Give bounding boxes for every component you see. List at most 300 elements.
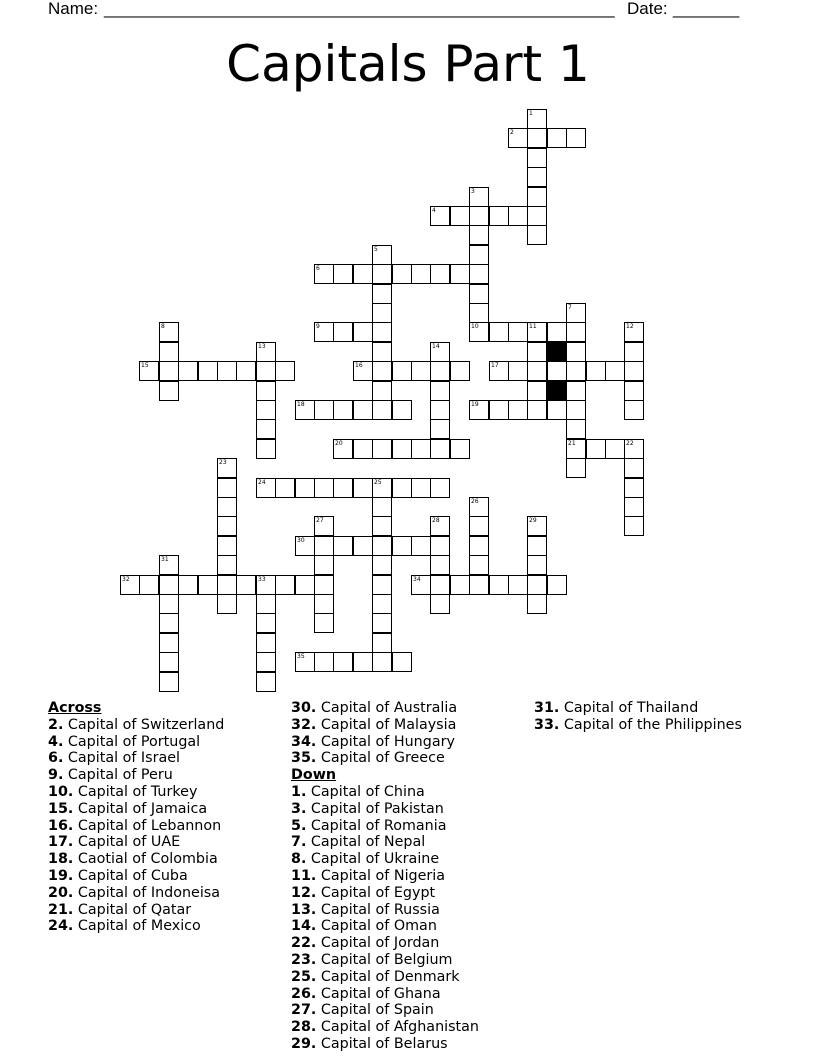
clue-item-number: 18.: [48, 851, 74, 868]
grid-cell[interactable]: [353, 652, 373, 672]
clue-item-text: Capital of Switzerland: [63, 716, 225, 733]
grid-cell[interactable]: [314, 478, 334, 498]
grid-cell[interactable]: [469, 245, 489, 265]
grid-cell[interactable]: [489, 361, 509, 381]
grid-cell[interactable]: [295, 652, 315, 672]
grid-cell[interactable]: [314, 536, 334, 556]
grid-cell[interactable]: [217, 361, 237, 381]
grid-cell[interactable]: [547, 128, 567, 148]
grid-cell[interactable]: [527, 167, 547, 187]
grid-cell[interactable]: [547, 361, 567, 381]
grid-cell[interactable]: [527, 575, 547, 595]
grid-cell[interactable]: [586, 361, 606, 381]
clue-item-number: 1.: [291, 783, 307, 800]
grid-cell[interactable]: [353, 478, 373, 498]
grid-cell[interactable]: [314, 652, 334, 672]
grid-cell[interactable]: [469, 187, 489, 207]
clue-item-text: Capital of Portugal: [63, 733, 201, 750]
clue-number: 8: [161, 323, 165, 330]
clue-item-number: 7.: [291, 834, 307, 851]
grid-cell[interactable]: [430, 264, 450, 284]
grid-cell[interactable]: [469, 516, 489, 536]
grid-cell[interactable]: [372, 245, 392, 265]
grid-cell[interactable]: [120, 575, 140, 595]
clue-number: 22: [626, 440, 634, 447]
grid-cell[interactable]: [508, 400, 528, 420]
grid-cell[interactable]: [469, 303, 489, 323]
clue-number: 28: [432, 517, 440, 524]
grid-cell[interactable]: [392, 439, 412, 459]
grid-cell[interactable]: [372, 381, 392, 401]
clue-number: 31: [161, 556, 169, 563]
grid-cell[interactable]: [566, 303, 586, 323]
grid-cell[interactable]: [159, 381, 179, 401]
grid-cell[interactable]: [392, 652, 412, 672]
grid-cell[interactable]: [566, 342, 586, 362]
clue-item-number: 14.: [291, 918, 317, 935]
grid-cell[interactable]: [256, 633, 276, 653]
grid-cell[interactable]: [295, 575, 315, 595]
grid-cell[interactable]: [217, 497, 237, 517]
clue-number: 34: [413, 576, 421, 583]
grid-cell[interactable]: [159, 594, 179, 614]
clue-item-text: Capital of Ghana: [316, 985, 441, 1002]
grid-cell[interactable]: [159, 652, 179, 672]
clue-item-number: 29.: [291, 1035, 317, 1052]
clue-number: 35: [297, 653, 305, 660]
grid-cell[interactable]: [256, 381, 276, 401]
grid-cell[interactable]: [430, 478, 450, 498]
clue-item-text: Capital of Hungary: [316, 733, 455, 750]
grid-cell[interactable]: [256, 478, 276, 498]
grid-cell[interactable]: [314, 516, 334, 536]
grid-cell[interactable]: [275, 575, 295, 595]
grid-cell[interactable]: [430, 594, 450, 614]
clue-item-number: 20.: [48, 884, 74, 901]
grid-cell[interactable]: [527, 555, 547, 575]
grid-cell[interactable]: [566, 361, 586, 381]
grid-cell[interactable]: [430, 342, 450, 362]
clue-item-text: Capital of Turkey: [73, 783, 198, 800]
grid-cell[interactable]: [566, 128, 586, 148]
grid-cell[interactable]: [566, 419, 586, 439]
clue-number: 18: [297, 401, 305, 408]
grid-cell[interactable]: [217, 458, 237, 478]
grid-cell[interactable]: [469, 575, 489, 595]
clue-item: [48, 818, 224, 835]
clue-item: [48, 734, 224, 751]
clue-item-text: Capital of Spain: [316, 1002, 434, 1019]
grid-cell[interactable]: [411, 439, 431, 459]
grid-cell[interactable]: [314, 264, 334, 284]
clue-item-text: Capital of Cuba: [73, 867, 188, 884]
grid-cell[interactable]: [256, 400, 276, 420]
grid-cell[interactable]: [624, 400, 644, 420]
grid-cell[interactable]: [624, 516, 644, 536]
grid-cell[interactable]: [353, 439, 373, 459]
clue-item: [291, 1002, 479, 1019]
grid-cell[interactable]: [508, 322, 528, 342]
clue-item-number: 12.: [291, 884, 317, 901]
grid-cell[interactable]: [527, 516, 547, 536]
grid-cell[interactable]: [411, 478, 431, 498]
grid-cell[interactable]: [217, 555, 237, 575]
grid-cell[interactable]: [469, 322, 489, 342]
grid-cell[interactable]: [624, 497, 644, 517]
grid-cell[interactable]: [527, 381, 547, 401]
grid-cell[interactable]: [275, 361, 295, 381]
grid-cell[interactable]: [159, 633, 179, 653]
grid-cell[interactable]: [605, 361, 625, 381]
grid-cell[interactable]: [372, 575, 392, 595]
grid-cell[interactable]: [372, 303, 392, 323]
grid-cell[interactable]: [469, 555, 489, 575]
grid-cell[interactable]: [469, 536, 489, 556]
grid-cell[interactable]: [527, 148, 547, 168]
clue-item-number: 11.: [291, 867, 317, 884]
grid-cell[interactable]: [566, 381, 586, 401]
grid-cell[interactable]: [217, 478, 237, 498]
grid-cell[interactable]: [372, 400, 392, 420]
grid-cell[interactable]: [430, 516, 450, 536]
grid-cell[interactable]: [547, 575, 567, 595]
grid-cell[interactable]: [333, 400, 353, 420]
grid-cell[interactable]: [295, 400, 315, 420]
grid-cell[interactable]: [430, 555, 450, 575]
grid-cell[interactable]: [508, 128, 528, 148]
grid-cell[interactable]: [469, 225, 489, 245]
grid-cell[interactable]: [372, 497, 392, 517]
clue-item: [48, 902, 224, 919]
grid-cell[interactable]: [256, 613, 276, 633]
grid-cell[interactable]: [353, 536, 373, 556]
grid-cell[interactable]: [256, 672, 276, 692]
clue-number: 3: [471, 188, 475, 195]
clue-item: [291, 969, 479, 986]
clue-item-number: 34.: [291, 733, 317, 750]
grid-cell[interactable]: [527, 536, 547, 556]
grid-cell[interactable]: [411, 536, 431, 556]
puzzle-title: Capitals Part 1: [226, 35, 590, 93]
clue-column-1: [48, 700, 224, 935]
grid-cell[interactable]: [314, 400, 334, 420]
grid-cell[interactable]: [314, 613, 334, 633]
clue-item-number: 24.: [48, 918, 74, 935]
grid-cell[interactable]: [469, 284, 489, 304]
clue-item: [48, 834, 224, 851]
grid-cell[interactable]: [430, 381, 450, 401]
grid-cell[interactable]: [314, 322, 334, 342]
clue-item-text: Capital of Russia: [316, 901, 440, 918]
grid-cell[interactable]: [527, 187, 547, 207]
grid-cell[interactable]: [624, 322, 644, 342]
grid-cell[interactable]: [314, 555, 334, 575]
clue-item-text: Capital of Denmark: [316, 968, 460, 985]
clue-item-text: Capital of Qatar: [73, 901, 192, 918]
grid-cell[interactable]: [527, 206, 547, 226]
grid-cell[interactable]: [430, 400, 450, 420]
grid-cell[interactable]: [450, 439, 470, 459]
clue-item-text: Capital of Jamaica: [73, 800, 208, 817]
grid-cell[interactable]: [624, 478, 644, 498]
clue-item-number: 35.: [291, 750, 317, 767]
clue-item: [291, 918, 479, 935]
grid-cell[interactable]: [372, 633, 392, 653]
grid-cell[interactable]: [217, 536, 237, 556]
grid-cell[interactable]: [624, 458, 644, 478]
grid-cell[interactable]: [372, 555, 392, 575]
grid-cell[interactable]: [217, 594, 237, 614]
grid-cell[interactable]: [159, 672, 179, 692]
grid-cell[interactable]: [566, 322, 586, 342]
grid-cell[interactable]: [527, 225, 547, 245]
grid-cell[interactable]: [450, 264, 470, 284]
clue-item-number: 31.: [534, 700, 560, 716]
grid-cell[interactable]: [527, 361, 547, 381]
clue-item: [48, 801, 224, 818]
grid-cell[interactable]: [508, 575, 528, 595]
grid-cell[interactable]: [411, 264, 431, 284]
grid-cell[interactable]: [605, 439, 625, 459]
grid-cell[interactable]: [139, 575, 159, 595]
grid-cell[interactable]: [236, 361, 256, 381]
grid-cell[interactable]: [353, 400, 373, 420]
clue-item: [48, 851, 224, 868]
clue-number: 12: [626, 323, 634, 330]
grid-cell[interactable]: [469, 497, 489, 517]
grid-cell[interactable]: [159, 322, 179, 342]
grid-cell[interactable]: [527, 400, 547, 420]
grid-cell[interactable]: [450, 361, 470, 381]
grid-cell[interactable]: [139, 361, 159, 381]
grid-cell[interactable]: [372, 322, 392, 342]
grid-cell[interactable]: [566, 400, 586, 420]
grid-cell[interactable]: [508, 206, 528, 226]
grid-cell[interactable]: [159, 361, 179, 381]
clue-item-text: Capital of Nigeria: [316, 867, 446, 884]
clue-number: 15: [141, 362, 149, 369]
clue-number: 32: [122, 576, 130, 583]
grid-cell[interactable]: [450, 575, 470, 595]
grid-cell[interactable]: [353, 264, 373, 284]
grid-cell[interactable]: [566, 439, 586, 459]
grid-cell[interactable]: [469, 264, 489, 284]
grid-cell[interactable]: [489, 575, 509, 595]
grid-cell[interactable]: [392, 400, 412, 420]
grid-cell[interactable]: [256, 419, 276, 439]
clue-item-text: Capital of Egypt: [316, 884, 436, 901]
clue-number: 33: [258, 576, 266, 583]
grid-cell[interactable]: [372, 536, 392, 556]
clue-item-number: 27.: [291, 1002, 317, 1019]
clue-item-text: Capital of Jordan: [316, 935, 440, 952]
clue-item-number: 33.: [534, 716, 560, 733]
across-heading: Across: [48, 700, 102, 716]
grid-cell[interactable]: [295, 478, 315, 498]
grid-cell[interactable]: [392, 536, 412, 556]
clue-item-text: Capital of Mexico: [73, 918, 201, 935]
clue-item: [48, 885, 224, 902]
grid-cell[interactable]: [430, 419, 450, 439]
clue-column-2: [291, 700, 479, 1053]
clue-item: [48, 784, 224, 801]
grid-cell[interactable]: [624, 439, 644, 459]
grid-cell[interactable]: [256, 575, 276, 595]
grid-cell[interactable]: [372, 264, 392, 284]
grid-cell[interactable]: [489, 400, 509, 420]
grid-cell[interactable]: [392, 361, 412, 381]
clue-item-number: 8.: [291, 851, 307, 868]
grid-cell[interactable]: [178, 361, 198, 381]
grid-cell[interactable]: [372, 284, 392, 304]
grid-cell[interactable]: [527, 594, 547, 614]
clue-item: [48, 750, 224, 767]
grid-cell[interactable]: [547, 322, 567, 342]
grid-cell[interactable]: [547, 400, 567, 420]
grid-cell[interactable]: [159, 613, 179, 633]
clue-item: [534, 717, 742, 734]
grid-cell[interactable]: [372, 361, 392, 381]
clue-number: 5: [374, 246, 378, 253]
clue-item-number: 4.: [48, 733, 64, 750]
grid-cell[interactable]: [586, 439, 606, 459]
clue-item-text: Capital of the Philippines: [559, 716, 742, 733]
grid-cell[interactable]: [372, 594, 392, 614]
clue-item-number: 23.: [291, 951, 317, 968]
clue-item-text: Capital of Malaysia: [316, 716, 457, 733]
clue-item: [291, 986, 479, 1003]
grid-cell[interactable]: [372, 439, 392, 459]
grid-cell[interactable]: [489, 322, 509, 342]
grid-cell[interactable]: [372, 516, 392, 536]
clue-number: 17: [491, 362, 499, 369]
clue-item-text: Capital of Oman: [316, 918, 437, 935]
grid-cell[interactable]: [527, 109, 547, 129]
grid-cell[interactable]: [333, 478, 353, 498]
clue-item-number: 3.: [291, 800, 307, 817]
clue-item-text: Capital of Nepal: [306, 834, 426, 851]
name-blank-line[interactable]: ______________________________________________________: [104, 0, 615, 18]
grid-cell[interactable]: [159, 555, 179, 575]
grid-cell[interactable]: [489, 206, 509, 226]
clue-item-number: 19.: [48, 867, 74, 884]
grid-cell[interactable]: [508, 361, 528, 381]
date-label: Date:: [627, 0, 668, 18]
clue-item-number: 28.: [291, 1019, 317, 1036]
grid-cell[interactable]: [314, 594, 334, 614]
clue-item-text: Capital of Lebannon: [73, 817, 222, 834]
grid-cell[interactable]: [198, 361, 218, 381]
grid-cell[interactable]: [624, 361, 644, 381]
grid-cell[interactable]: [430, 439, 450, 459]
clue-item-text: Capital of Thailand: [559, 700, 699, 716]
grid-cell[interactable]: [275, 478, 295, 498]
grid-cell[interactable]: [333, 652, 353, 672]
name-label: Name:: [48, 0, 99, 18]
grid-cell[interactable]: [333, 536, 353, 556]
clue-item: [291, 1019, 479, 1036]
grid-cell[interactable]: [430, 575, 450, 595]
grid-cell[interactable]: [450, 206, 470, 226]
clue-item: [534, 700, 742, 717]
clue-number: 1: [529, 110, 533, 117]
clue-item: [291, 818, 479, 835]
grid-cell[interactable]: [430, 361, 450, 381]
clue-item-text: Capital of Belarus: [316, 1035, 448, 1052]
grid-cell[interactable]: [314, 575, 334, 595]
grid-cell[interactable]: [333, 439, 353, 459]
grid-cell[interactable]: [469, 206, 489, 226]
clue-item: [291, 734, 479, 751]
grid-cell[interactable]: [256, 652, 276, 672]
grid-cell[interactable]: [256, 342, 276, 362]
grid-cell[interactable]: [372, 478, 392, 498]
clue-item: [48, 918, 224, 935]
date-blank-line[interactable]: _______: [673, 0, 740, 18]
grid-cell[interactable]: [159, 575, 179, 595]
clue-item-text: Capital of Peru: [63, 767, 173, 784]
clue-number: 2: [510, 129, 514, 136]
grid-cell[interactable]: [527, 128, 547, 148]
grid-cell[interactable]: [333, 264, 353, 284]
grid-cell[interactable]: [256, 361, 276, 381]
grid-cell[interactable]: [624, 381, 644, 401]
grid-cell[interactable]: [392, 264, 412, 284]
grid-cell[interactable]: [256, 594, 276, 614]
grid-cell[interactable]: [256, 439, 276, 459]
clue-item-text: Capital of Australia: [316, 700, 458, 716]
grid-cell[interactable]: [624, 342, 644, 362]
grid-cell[interactable]: [372, 342, 392, 362]
clue-item: [291, 885, 479, 902]
clue-item-text: Capital of Romania: [306, 817, 447, 834]
clue-number: 29: [529, 517, 537, 524]
clue-item-text: Capital of UAE: [73, 834, 181, 851]
grid-cell[interactable]: [353, 361, 373, 381]
grid-cell[interactable]: [198, 575, 218, 595]
grid-cell[interactable]: [333, 322, 353, 342]
grid-cell[interactable]: [217, 516, 237, 536]
grid-cell[interactable]: [566, 458, 586, 478]
clue-number: 26: [471, 498, 479, 505]
clue-item-number: 26.: [291, 985, 317, 1002]
grid-cell[interactable]: [392, 478, 412, 498]
clue-item-number: 30.: [291, 700, 317, 716]
grid-cell[interactable]: [411, 575, 431, 595]
clue-item: [291, 902, 479, 919]
grid-cell[interactable]: [527, 342, 547, 362]
grid-cell[interactable]: [469, 400, 489, 420]
grid-cell[interactable]: [217, 575, 237, 595]
grid-cell[interactable]: [178, 575, 198, 595]
clue-item: [291, 952, 479, 969]
clue-item-number: 17.: [48, 834, 74, 851]
grid-cell[interactable]: [353, 322, 373, 342]
grid-cell[interactable]: [411, 361, 431, 381]
grid-cell[interactable]: [430, 206, 450, 226]
grid-cell[interactable]: [236, 575, 256, 595]
black-square: [547, 381, 567, 401]
grid-cell[interactable]: [372, 652, 392, 672]
down-heading: Down: [291, 767, 337, 784]
grid-cell[interactable]: [430, 536, 450, 556]
clue-item-number: 13.: [291, 901, 317, 918]
grid-cell[interactable]: [372, 613, 392, 633]
grid-cell[interactable]: [295, 536, 315, 556]
grid-cell[interactable]: [527, 322, 547, 342]
clue-item: [291, 851, 479, 868]
grid-cell[interactable]: [159, 342, 179, 362]
